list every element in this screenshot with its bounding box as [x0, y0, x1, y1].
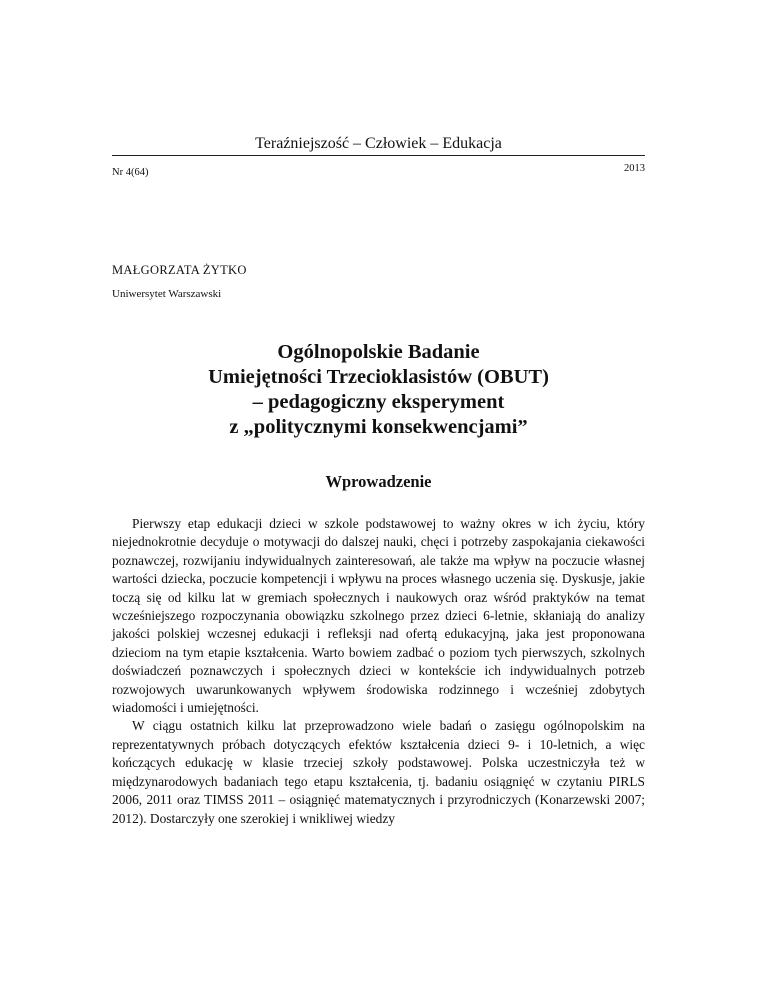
- paragraph: Pierwszy etap edukacji dzieci w szkole podstawowej to ważny okres w ich życiu, który niejednokrotnie decyduje o motywacji do dalszej nauki, chęci i potrzeby zaspokajania ciekawości poznawczej, rozwijaniu indywidualnych zainteresowań, ale także ma wpływ na poczucie własnej wartości dziecka, poczucie kompetencji i wpływu na proces własnego uczenia się. Dyskusje, jakie toczą się od kilku lat w gremiach społecznych i naukowych oraz wśród praktyków na temat wcześniejszego rozpoczynania obowiązku szkolnego przez dzieci 6-letnie, skłaniają do analizy jakości polskiej wczesnej edukacji i refleksji nad ofertą edukacyjną, jaka jest proponowana dzieciom na tym etapie kształcenia. Warto bowiem zadbać o poziom tych pierwszych, szkolnych doświadczeń poznawczych i społecznych dzieci w kontekście ich indywidualnych potrzeb rozwojowych uwarunkowanych wpływem środowiska rodzinnego i wcześniej zdobytych wiadomości i umiejętności.: [112, 516, 645, 716]
- issue-number: Nr 4(64): [112, 167, 149, 178]
- article-title-line: z „politycznymi konsekwencjami”: [229, 416, 528, 438]
- journal-title: Teraźniejszość – Człowiek – Edukacja: [255, 135, 502, 152]
- header-rule: [112, 155, 645, 156]
- author-affiliation: Uniwersytet Warszawski: [112, 288, 222, 300]
- article-title: [112, 340, 645, 440]
- publication-year: 2013: [624, 163, 645, 174]
- author-name: MAŁGORZATA ŻYTKO: [112, 263, 247, 277]
- article-title-line: Ogólnopolskie Badanie: [277, 341, 480, 363]
- article-title-line: Umiejętności Trzecioklasistów (OBUT): [208, 366, 549, 388]
- paragraph: W ciągu ostatnich kilku lat przeprowadzono wiele badań o zasięgu ogólnopolskim na reprezentatywnych próbach dotyczących efektów kształcenia dzieci 9- i 10-letnich, a więc kończących edukację w klasie trzeciej szkoły podstawowej. Polska uczestniczyła też w międzynarodowych badaniach tego etapu kształcenia, tj. badaniu osiągnięć w czytaniu PIRLS 2006, 2011 oraz TIMSS 2011 – osiągnięć matematycznych i przyrodniczych (Konarzewski 2007; 2012). Dostarczyły one szerokiej i wnikliwej wiedzy: [112, 718, 645, 826]
- body-text: [112, 515, 645, 828]
- article-title-line: – pedagogiczny eksperyment: [252, 391, 505, 413]
- section-heading: Wprowadzenie: [325, 472, 432, 491]
